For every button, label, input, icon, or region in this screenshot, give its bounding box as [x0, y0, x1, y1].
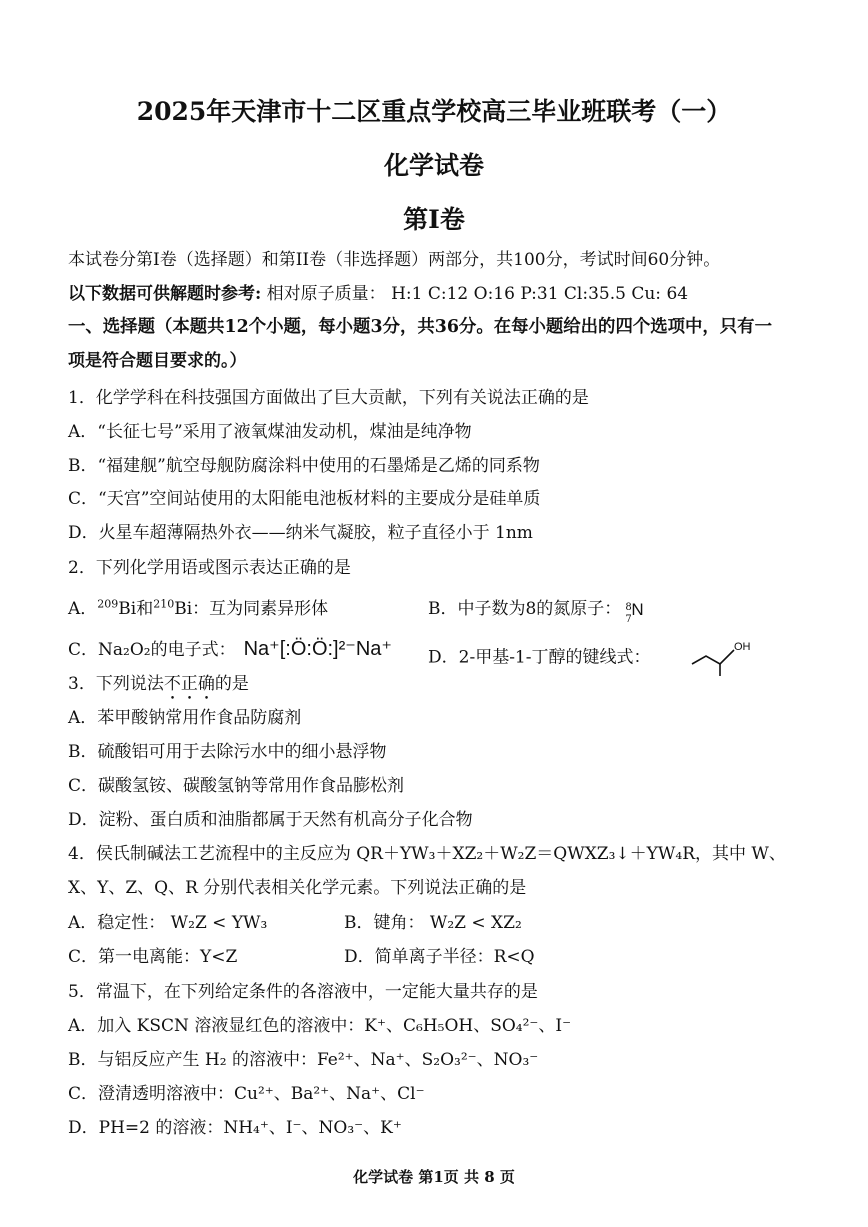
q4-stem-cont: X、Y、Z、Q、R 分别代表相关化学元素。下列说法正确的是: [68, 878, 527, 898]
q1-option-b: B．“福建舰”航空母舰防腐涂料中使用的石墨烯是乙烯的同系物: [68, 456, 540, 476]
q1-option-c: C．“天宫”空间站使用的太阳能电池板材料的主要成分是硅单质: [68, 489, 541, 509]
q5-option-a: A．加入 KSCN 溶液显红色的溶液中：K⁺、C₆H₅OH、SO₄²⁻、I⁻: [68, 1016, 572, 1036]
reference-data-line: [68, 283, 688, 305]
part-title: 第I卷: [403, 205, 465, 234]
q3-option-b: B．硫酸铝可用于去除污水中的细小悬浮物: [68, 742, 387, 762]
q3-option-a: A．苯甲酸钠常用作食品防腐剂: [68, 708, 302, 728]
sodium-peroxide-electron-formula: Na⁺[:Ö:Ö:]²⁻Na⁺: [243, 638, 392, 660]
q2-option-b: B．中子数为8的氮原子： 8 7 N: [428, 599, 644, 625]
q3-option-c: C．碳酸氢铵、碳酸氢钠等常用作食品膨松剂: [68, 776, 405, 796]
q5-stem: 5．常温下，在下列给定条件的各溶液中，一定能大量共存的是: [68, 982, 538, 1002]
subject-title: 化学试卷: [383, 151, 484, 180]
q5-option-b: B．与铝反应产生 H₂ 的溶液中：Fe²⁺、Na⁺、S₂O₃²⁻、NO₃⁻: [68, 1050, 539, 1070]
nitrogen-isotope: 8 7 N: [625, 599, 644, 625]
q3-option-d: D．淀粉、蛋白质和油脂都属于天然有机高分子化合物: [68, 810, 473, 830]
skeletal-formula-image: [690, 638, 750, 678]
hydroxyl-label: OH: [733, 641, 750, 653]
q5-option-d: D．PH=2 的溶液：NH₄⁺、I⁻、NO₃⁻、K⁺: [68, 1118, 402, 1138]
q1-option-a: A．“长征七号”采用了液氧煤油发动机，煤油是纯净物: [68, 422, 472, 442]
q4-option-a: A．稳定性： W₂Z < YW₃: [68, 913, 268, 933]
q4-option-d: D．简单离子半径：R<Q: [344, 947, 535, 967]
intro-line: 本试卷分第I卷（选择题）和第II卷（非选择题）两部分，共100分，考试时间60分钟。: [68, 250, 721, 270]
section-heading: 一、选择题（本题共12个小题，每小题3分，共36分。在每小题给出的四个选项中，只有一: [68, 317, 772, 337]
page-footer: 化学试卷 第1页 共 8 页: [353, 1168, 515, 1186]
q2-option-d: D．2-甲基-1-丁醇的键线式： OH: [428, 638, 750, 678]
q1-option-d: D．火星车超薄隔热外衣——纳米气凝胶，粒子直径小于 1nm: [68, 523, 533, 543]
reference-data-label: 以下数据可供解题时参考:: [68, 284, 262, 304]
exam-title: 2025年天津市十二区重点学校高三毕业班联考（一）: [136, 97, 732, 126]
emphasized-text: 不正确: [163, 674, 215, 694]
atomic-masses: 相对原子质量： H:1 C:12 O:16 P:31 Cl:35.5 Cu: 64: [261, 284, 689, 304]
q5-option-c: C．澄清透明溶液中：Cu²⁺、Ba²⁺、Na⁺、Cl⁻: [68, 1084, 425, 1104]
q4-stem: 4．侯氏制碱法工艺流程中的主反应为 QR＋YW₃＋XZ₂＋W₂Z＝QWXZ₃↓＋YW₄R，其中 W、: [68, 844, 786, 864]
q2-stem: 2．下列化学用语或图示表达正确的是: [68, 558, 351, 578]
q4-option-c: C．第一电离能：Y<Z: [68, 947, 238, 967]
q3-stem: 3．下列说法不正确的是: [68, 674, 249, 694]
q1-stem: 1．化学学科在科技强国方面做出了巨大贡献，下列有关说法正确的是: [68, 388, 589, 408]
section-heading-cont: 项是符合题目要求的。）: [68, 351, 247, 371]
q4-option-b: B．键角： W₂Z < XZ₂: [344, 913, 522, 933]
q2-option-c: C．Na₂O₂的电子式： Na⁺[:Ö:Ö:]²⁻Na⁺: [68, 638, 392, 660]
q2-option-a: A．$^{209}$Bi和$^{210}$Bi：互为同素异形体: [68, 597, 329, 619]
